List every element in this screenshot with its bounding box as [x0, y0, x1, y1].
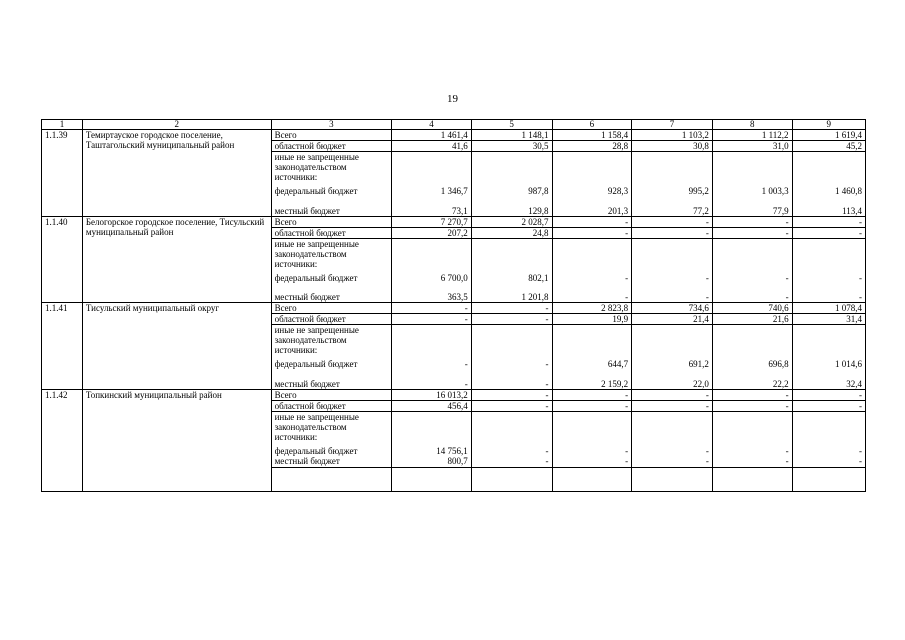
value-cell: 6 700,0	[392, 273, 472, 283]
value-cell: 19,9	[552, 314, 632, 325]
value-cell: -	[792, 389, 865, 400]
value-cell	[712, 152, 792, 187]
item-code: 1.1.40	[42, 216, 83, 303]
budget-table	[41, 119, 866, 492]
value-cell	[471, 325, 552, 360]
value-cell: 800,7	[392, 456, 472, 468]
value-cell: 456,4	[392, 400, 472, 411]
value-cell: -	[712, 400, 792, 411]
value-cell: 928,3	[552, 186, 632, 196]
value-cell: -	[471, 369, 552, 389]
empty-cell	[471, 468, 552, 492]
funding-source-label: областной бюджет	[271, 314, 392, 325]
value-cell	[792, 152, 865, 187]
value-cell: -	[471, 446, 552, 456]
value-cell	[552, 238, 632, 273]
value-cell: 31,0	[712, 141, 792, 152]
value-cell: 1 112,2	[712, 130, 792, 141]
value-cell: 77,2	[632, 196, 713, 216]
funding-source-label: иные не запрещенные законодательством источники:	[271, 411, 392, 446]
value-cell: -	[632, 273, 713, 283]
page-number: 19	[447, 93, 458, 105]
value-cell: -	[632, 283, 713, 303]
column-number: 6	[552, 120, 632, 130]
value-cell: 113,4	[792, 196, 865, 216]
column-number: 9	[792, 120, 865, 130]
funding-source-label: местный бюджет	[271, 196, 392, 216]
value-cell: 734,6	[632, 303, 713, 314]
item-name: Тисульский муниципальный округ	[82, 303, 271, 390]
value-cell: 22,2	[712, 369, 792, 389]
column-number: 7	[632, 120, 713, 130]
value-cell	[552, 152, 632, 187]
value-cell	[552, 411, 632, 446]
value-cell	[792, 325, 865, 360]
value-cell: 1 103,2	[632, 130, 713, 141]
value-cell: 30,5	[471, 141, 552, 152]
value-cell: 1 014,6	[792, 359, 865, 369]
value-cell: 30,8	[632, 141, 713, 152]
item-code: 1.1.39	[42, 130, 83, 217]
value-cell: 77,9	[712, 196, 792, 216]
value-cell: -	[632, 227, 713, 238]
value-cell: -	[552, 216, 632, 227]
table-row	[42, 130, 866, 141]
value-cell	[552, 325, 632, 360]
value-cell: 31,4	[792, 314, 865, 325]
value-cell: -	[712, 283, 792, 303]
empty-cell	[271, 468, 392, 492]
value-cell	[392, 411, 472, 446]
funding-source-label: местный бюджет	[271, 283, 392, 303]
value-cell: 1 461,4	[392, 130, 472, 141]
funding-source-label: федеральный бюджет	[271, 186, 392, 196]
item-name: Темиртауское городское поселение, Таштагольский муниципальный район	[82, 130, 271, 217]
value-cell: -	[792, 283, 865, 303]
funding-source-label: Всего	[271, 303, 392, 314]
value-cell: -	[792, 227, 865, 238]
value-cell: -	[712, 456, 792, 468]
column-number: 4	[392, 120, 472, 130]
funding-source-label: местный бюджет	[271, 456, 392, 468]
value-cell: -	[552, 400, 632, 411]
value-cell: 1 346,7	[392, 186, 472, 196]
column-number: 2	[82, 120, 271, 130]
funding-source-label: Всего	[271, 130, 392, 141]
value-cell: 1 619,4	[792, 130, 865, 141]
value-cell: 2 159,2	[552, 369, 632, 389]
value-cell	[632, 152, 713, 187]
value-cell	[712, 325, 792, 360]
value-cell: -	[712, 216, 792, 227]
value-cell: 14 756,1	[392, 446, 472, 456]
value-cell: 995,2	[632, 186, 713, 196]
empty-cell	[552, 468, 632, 492]
value-cell: 32,4	[792, 369, 865, 389]
value-cell: -	[471, 389, 552, 400]
value-cell: -	[632, 400, 713, 411]
table-row	[42, 303, 866, 314]
value-cell	[632, 325, 713, 360]
value-cell: 1 201,8	[471, 283, 552, 303]
value-cell: 45,2	[792, 141, 865, 152]
value-cell	[392, 325, 472, 360]
value-cell: -	[552, 227, 632, 238]
value-cell	[632, 238, 713, 273]
funding-source-label: местный бюджет	[271, 369, 392, 389]
value-cell: 363,5	[392, 283, 472, 303]
value-cell: 802,1	[471, 273, 552, 283]
value-cell: -	[632, 446, 713, 456]
column-number: 5	[471, 120, 552, 130]
value-cell: 21,4	[632, 314, 713, 325]
value-cell: 21,6	[712, 314, 792, 325]
value-cell: 2 823,8	[552, 303, 632, 314]
value-cell: -	[632, 456, 713, 468]
value-cell: -	[792, 446, 865, 456]
value-cell: 22,0	[632, 369, 713, 389]
value-cell: -	[712, 446, 792, 456]
value-cell	[392, 152, 472, 187]
funding-source-label: Всего	[271, 216, 392, 227]
value-cell: -	[552, 456, 632, 468]
funding-source-label: федеральный бюджет	[271, 273, 392, 283]
value-cell: -	[712, 227, 792, 238]
column-number: 3	[271, 120, 392, 130]
value-cell: 16 013,2	[392, 389, 472, 400]
value-cell: 24,8	[471, 227, 552, 238]
value-cell: -	[552, 273, 632, 283]
value-cell	[632, 411, 713, 446]
value-cell: -	[392, 314, 472, 325]
value-cell: 7 270,7	[392, 216, 472, 227]
funding-source-label: областной бюджет	[271, 141, 392, 152]
value-cell	[712, 238, 792, 273]
value-cell: 207,2	[392, 227, 472, 238]
empty-cell	[712, 468, 792, 492]
value-cell: 41,6	[392, 141, 472, 152]
value-cell: 1 078,4	[792, 303, 865, 314]
column-number: 8	[712, 120, 792, 130]
value-cell: 644,7	[552, 359, 632, 369]
table-row	[42, 389, 866, 400]
value-cell: -	[552, 283, 632, 303]
empty-cell	[632, 468, 713, 492]
value-cell: 1 148,1	[471, 130, 552, 141]
empty-cell	[392, 468, 472, 492]
value-cell: -	[712, 389, 792, 400]
column-number: 1	[42, 120, 83, 130]
value-cell: -	[392, 303, 472, 314]
empty-cell	[792, 468, 865, 492]
value-cell: 1 460,8	[792, 186, 865, 196]
value-cell: -	[471, 303, 552, 314]
value-cell: -	[792, 216, 865, 227]
value-cell: 28,8	[552, 141, 632, 152]
value-cell: 129,8	[471, 196, 552, 216]
item-name: Белогорское городское поселение, Тисульский муниципальный район	[82, 216, 271, 303]
value-cell: 691,2	[632, 359, 713, 369]
value-cell: -	[392, 359, 472, 369]
value-cell	[471, 152, 552, 187]
value-cell: -	[712, 273, 792, 283]
value-cell: -	[632, 389, 713, 400]
funding-source-label: Всего	[271, 389, 392, 400]
value-cell: 73,1	[392, 196, 472, 216]
value-cell: -	[552, 389, 632, 400]
value-cell	[792, 411, 865, 446]
funding-source-label: областной бюджет	[271, 400, 392, 411]
value-cell: -	[632, 216, 713, 227]
value-cell: 987,8	[471, 186, 552, 196]
funding-source-label: федеральный бюджет	[271, 359, 392, 369]
value-cell	[392, 238, 472, 273]
value-cell: 1 003,3	[712, 186, 792, 196]
funding-source-label: иные не запрещенные законодательством источники:	[271, 152, 392, 187]
funding-source-label: федеральный бюджет	[271, 446, 392, 456]
value-cell: -	[392, 369, 472, 389]
value-cell: -	[792, 400, 865, 411]
value-cell: 1 158,4	[552, 130, 632, 141]
funding-source-label: иные не запрещенные законодательством источники:	[271, 325, 392, 360]
value-cell: -	[552, 446, 632, 456]
value-cell: 201,3	[552, 196, 632, 216]
item-code: 1.1.41	[42, 303, 83, 390]
table-row	[42, 216, 866, 227]
column-number-row	[42, 120, 866, 130]
funding-source-label: иные не запрещенные законодательством источники:	[271, 238, 392, 273]
value-cell: 696,8	[712, 359, 792, 369]
item-code: 1.1.42	[42, 389, 83, 492]
value-cell	[792, 238, 865, 273]
value-cell: 2 028,7	[471, 216, 552, 227]
value-cell: -	[471, 314, 552, 325]
value-cell: -	[471, 456, 552, 468]
value-cell	[712, 411, 792, 446]
item-name: Топкинский муниципальный район	[82, 389, 271, 492]
value-cell	[471, 411, 552, 446]
value-cell: -	[471, 359, 552, 369]
value-cell: -	[471, 400, 552, 411]
value-cell: -	[792, 456, 865, 468]
value-cell: -	[792, 273, 865, 283]
value-cell: 740,6	[712, 303, 792, 314]
value-cell	[471, 238, 552, 273]
funding-source-label: областной бюджет	[271, 227, 392, 238]
